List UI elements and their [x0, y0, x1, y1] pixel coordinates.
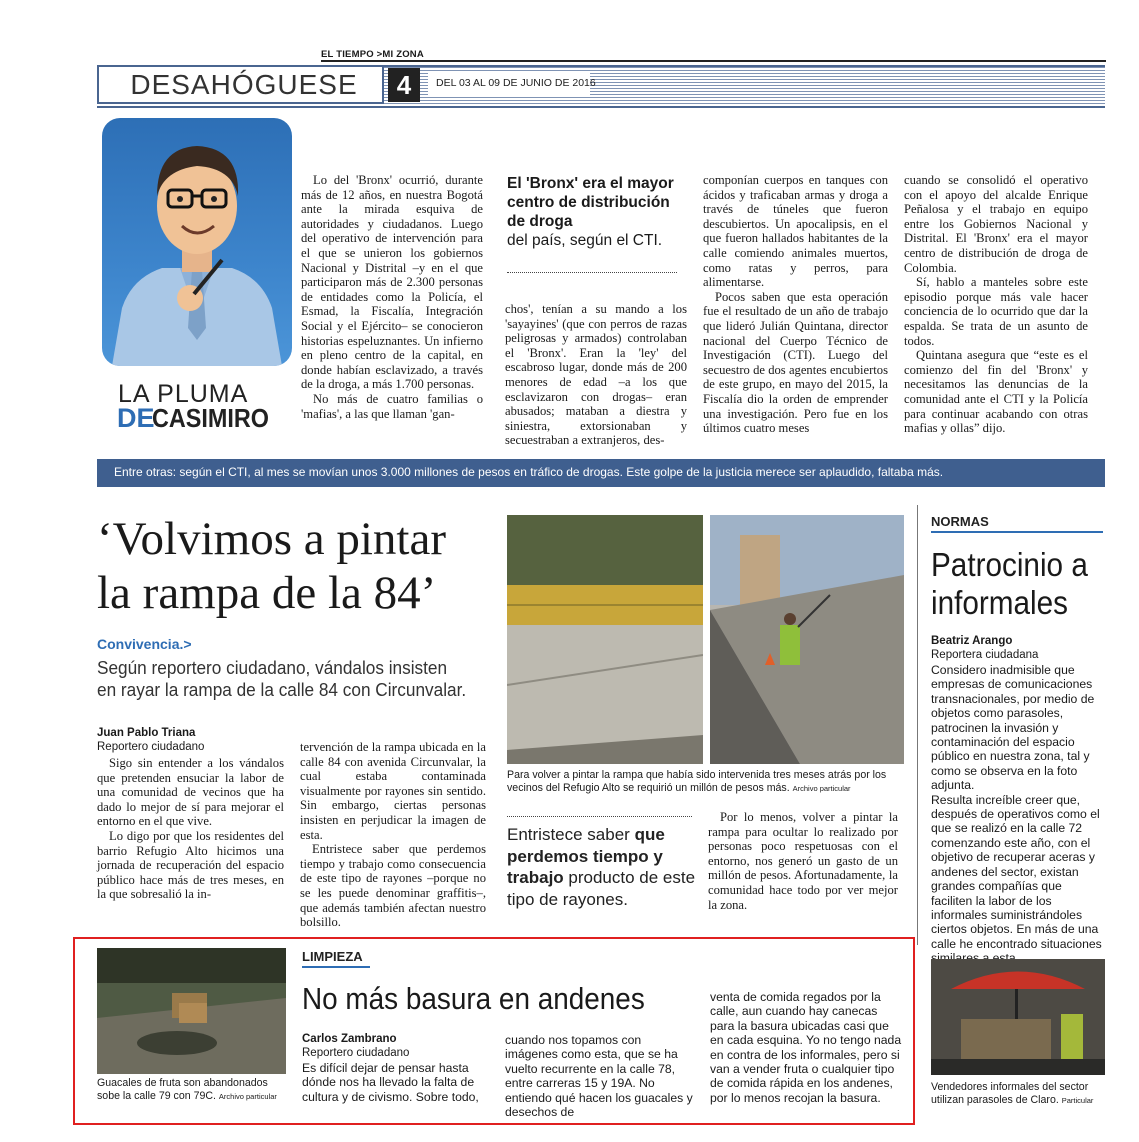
limpieza-label-rule: [302, 966, 370, 968]
paragraph: Entristece saber que perdemos tiempo y trabajo como consecuencia de este tipo de rayones –porque no se les puede denominar graffitis–, que además también afectan nuestro bolsillo.: [300, 842, 486, 930]
normas-headline: [931, 546, 1088, 622]
paragraph: Resulta increíble creer que, después de operativos como el que se realizó en la calle 72 comenzando este año, con el objetivo de recuperar aceras y andenes del sector, existan grandes compañías que faciliten la labor de los informales suministrándoles ciertos objetos. En más de una calle he encontrado situaciones: [931, 792, 1102, 951]
photo-credit: Particular: [1061, 1096, 1094, 1105]
normas-label-rule: [931, 531, 1103, 533]
column-col-1: [301, 173, 483, 421]
masthead-rule: [321, 60, 1106, 62]
paragraph: chos', tenían a su mando a los 'sayayines' (que con perros de razas peligrosas y armados) controlaban el 'Bronx'. Eran la 'ley' del escabroso lugar, donde más de 200 menores de edad –a los que esclavizaron con drogas– eran abusados; mataban a diestra y siniestra, extorsionaban y secuestraban a extranjeros, des-: [505, 302, 687, 448]
rampa-col-1: [97, 756, 284, 902]
pull-plain: Entristece saber: [507, 825, 635, 844]
column-col-2: [505, 302, 687, 448]
rampa-kicker[interactable]: Convivencia.>: [97, 636, 192, 652]
headline-line: informales: [931, 584, 1069, 621]
pull-bold: que perdemos tiempo y trabajo: [507, 825, 665, 887]
limpieza-photo-drawing: [97, 948, 286, 1074]
section-divider: [917, 505, 918, 945]
rampa-author: Juan Pablo Triana: [97, 727, 196, 739]
limpieza-label: LIMPIEZA: [302, 949, 363, 964]
issue-date: DEL 03 AL 09 DE JUNIO DE 2016: [436, 77, 596, 89]
caption-text: Vendedores informales del sector utilizan parasoles de Claro.: [931, 1081, 1089, 1106]
limpieza-author: Carlos Zambrano: [302, 1033, 397, 1045]
paragraph: tervención de la rampa ubicada en la calle 84 con avenida Circunvalar, la cual estaba contaminada visualmente por rayones sin sentido. Sin embargo, ciertas personas insisten en perjudicar la imagen de esta.: [300, 740, 486, 842]
paragraph: Pocos saben que esta operación fue el resultado de un año de trabajo que lideró Julián Quintana, director nacional del Cuerpo Técnico de Investigación (CTI). Luego del secuestro de dos agentes encubiertos de este grupo, en mayo del 2015, la Fiscalía dio la orden de emprender una investigación. Pero fue en los últimos cuatro meses: [703, 289, 888, 436]
photo-credit: Archivo particular: [218, 1092, 277, 1101]
rampa-headline: [97, 512, 507, 620]
rampa-author-role: Reportero ciudadano: [97, 741, 205, 753]
column-col-4: [904, 173, 1088, 436]
normas-photo: [931, 959, 1105, 1075]
normas-label: NORMAS: [931, 514, 989, 529]
paragraph: Sí, hablo a manteles sobre este episodio porque más vale hacer conciencia de lo ocurrido que dar la espalda. Se trata de un asunto de todos.: [904, 275, 1088, 348]
paragraph: Por lo menos, volver a pintar la rampa para ocultar lo realizado por personas poco respetuosas con el entorno, nos generó un gasto de un millón de pesos. Afortunadamente, la comunidad hace todo por ver mejor la zona.: [708, 810, 898, 912]
column-col-3: [703, 173, 888, 436]
page-number: 4: [388, 68, 420, 102]
pullquote-divider: [507, 272, 677, 273]
limpieza-col-2: [505, 1033, 695, 1119]
column-label-de: DE: [117, 403, 155, 433]
rampa-photo-worker: [710, 515, 904, 764]
rampa-photo-caption: [507, 769, 903, 795]
paragraph: Lo del 'Bronx' ocurrió, durante más de 12 años, en nuestra Bogotá ante la mirada esquiva de autoridades y ciudadanos. Luego del operativo de intervención para el que se unieron los gobiernos Nacional y Distrital –y en el que participaron más de 2.300 personas de entidades como la Policía, el Esmad, la Fiscalía, Integración Social y el Ejército– se conocieron historias espeluznantes. Un infierno en pleno centro de la capital, en donde habían esclavizado, a través de la droga, a más 1.700 personas.: [301, 173, 483, 392]
masthead-brand: EL TIEMPO >MI ZONA: [321, 49, 424, 60]
paragraph: componían cuerpos en tanques con ácidos y traficaban armas y droga a través de túneles que fueron descubiertos. Un apocalipsis, en el que fueron hallados habitantes de la calle comiendo animales muertos, como ratas y perros, para alimentarse.: [703, 173, 888, 290]
section-title: DESAHÓGUESE: [130, 69, 358, 100]
column-pullquote: [507, 174, 682, 250]
pullquote-bold: El 'Bronx' era el mayor centro de distribución de droga: [507, 175, 674, 230]
rampa-col-3: [708, 810, 898, 912]
normas-photo-drawing: [931, 959, 1105, 1075]
normas-body: [931, 663, 1105, 966]
pull-plain: producto de este tipo de rayones.: [507, 868, 696, 909]
column-label-name: CASIMIRO: [152, 403, 269, 433]
paragraph: Sigo sin entender a los vándalos que pretenden ensuciar la labor de una comunidad de vecinos que ha dado lo mejor de sí para mejorar el entorno en el que vive.: [97, 756, 284, 829]
paragraph: No más de cuatro familias o 'mafias', a las que llaman 'gan-: [301, 391, 483, 421]
limpieza-col-3: [710, 990, 902, 1105]
limpieza-author-role: Reportero ciudadano: [302, 1047, 410, 1059]
rampa-col-2: [300, 740, 486, 930]
paragraph: Considero inadmisible que empresas de comunicaciones transnacionales, por medio de objetos como parasoles, patrocinen la invasión y contaminación del espacio público en nuestra zona, tal y como se observa en la foto adjunta.: [931, 663, 1095, 793]
caption-text: Para volver a pintar la rampa que había sido intervenida tres meses atrás por los vecinos del Refugio Alto se requirió un millón de pesos más.: [507, 769, 887, 794]
column-footer-text: Entre otras: según el CTI, al mes se movían unos 3.000 millones de pesos en tráfico de drogas. Este golpe de la justicia merece ser aplaudido, faltaba más.: [114, 465, 944, 479]
normas-photo-caption: [931, 1081, 1106, 1107]
rampa-pullquote: [507, 824, 699, 910]
photo-wall-drawing: [507, 515, 703, 764]
rampa-deck: Según reportero ciudadano, vándalos insisten en rayar la rampa de la calle 84 con Circunvalar.: [97, 657, 467, 700]
paragraph: venta de comida regados por la calle, aun cuando hay canecas para la basura ubicadas casi que en cada esquina. Yo no tengo nada en contra de los informales, pero si van a vender fruta o cualquier tipo de comida rápida en los andenes, por lo menos recojan la basura.: [710, 990, 902, 1105]
paragraph: cuando se consolidó el operativo con el apoyo del alcalde Enrique Peñalosa y el trabajo en equipo entre los Gobiernos Nacional y Distrital. El 'Bronx' era el mayor centro de distribución de droga de Colombia.: [904, 173, 1088, 275]
headline-line: ‘Volvimos a pintar: [97, 513, 446, 565]
paragraph: cuando nos topamos con imágenes como esta, que se ha vuelto recurrente en la calle 78, entre carreras 15 y 19A. No entiendo qué hacen los guacales y desechos de: [505, 1033, 693, 1120]
limpieza-headline: No más basura en andenes: [302, 981, 645, 1016]
column-label-top: LA PLUMA: [118, 380, 249, 408]
limpieza-photo: [97, 948, 286, 1074]
limpieza-photo-caption: [97, 1077, 286, 1103]
rampa-photo-wall: [507, 515, 703, 764]
normas-author-role: Reportera ciudadana: [931, 649, 1039, 661]
limpieza-col-1: [302, 1061, 492, 1104]
headline-line: Patrocinio a: [931, 546, 1088, 583]
caption-text: Guacales de fruta son abandonados sobe la calle 79 con 79C.: [97, 1077, 268, 1102]
paragraph: Lo digo por que los residentes del barrio Refugio Alto hicimos una jornada de recuperación del espacio público hace más de tres meses, en la que sobresalió la in-: [97, 828, 284, 902]
caricature-panel: [102, 118, 292, 366]
photo-worker-drawing: [710, 515, 904, 764]
normas-author: Beatriz Arango: [931, 635, 1013, 647]
rampa-pull-divider: [507, 816, 692, 817]
photo-credit: Archivo particular: [792, 784, 851, 793]
paragraph: Quintana asegura que “este es el comienzo del fin del 'Bronx' y necesitamos las denuncias de la comunidad ante el CTI y la Policía para continuar acabando con otras mafias y ollas” dijo.: [904, 348, 1088, 436]
headline-line: la rampa de la 84’: [97, 567, 437, 619]
pullquote-rest: del país, según el CTI.: [507, 232, 663, 249]
caricature-illustration: [102, 118, 292, 366]
paragraph: Es difícil dejar de pensar hasta dónde nos ha llevado la falta de cultura y de civismo. Sobre todo,: [302, 1061, 479, 1104]
